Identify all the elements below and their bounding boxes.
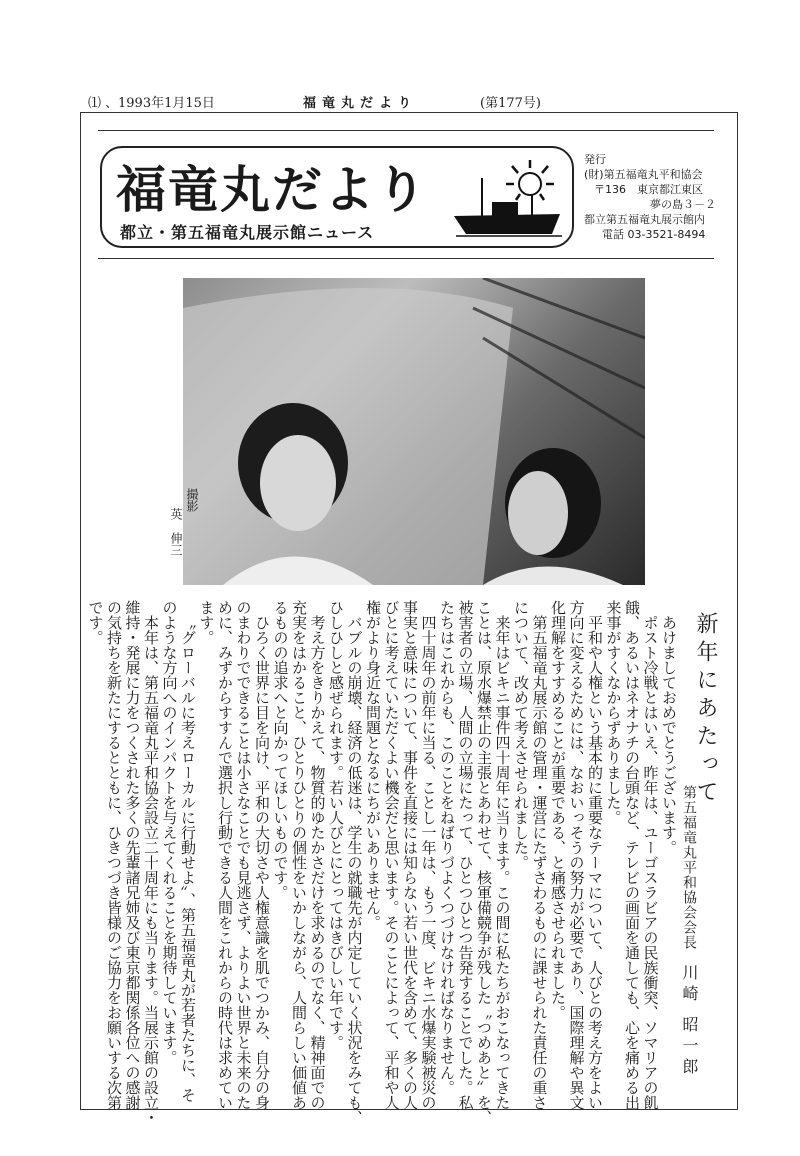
article-line: ひしひしと感ぜられます。若い人びとにとってはきびしい年です。: [327, 600, 345, 1050]
article-line: 維持・発展に力をつくされた多くの先輩諸兄姉及び東京都関係各位への感謝: [123, 600, 142, 1110]
article-line: 方向に変えるためには、なおいっそうの努力が必要であり、国際理解や異文: [567, 600, 586, 1110]
issue-date: 1993年1月15日: [118, 96, 215, 111]
article-line: 化理解をすすめることが重要である、と痛感させられました。: [549, 600, 567, 1020]
article-line: 充実をはかること、ひとりひとりの個性をいかしながら、人間らしい価値あ: [290, 600, 308, 1110]
page-header: [88, 92, 728, 112]
page-number: ⑴ 、: [88, 96, 119, 111]
article-line: あけましておめでとうございます。: [660, 615, 678, 855]
publisher-label: 発行: [584, 153, 606, 166]
article-line: 事実と意味について、事件を直接には知らない若い世代を含めて、多くの人: [401, 600, 419, 1110]
author-name: 川崎 昭一郎: [680, 964, 699, 1080]
divider: [98, 258, 714, 259]
article-line: 権がより身近な問題となるにちがいありません。: [364, 600, 382, 930]
article-line: 被害者の立場、人間の立場にたって、ひとつひとつ告発することでした。私: [456, 600, 475, 1110]
cover-photo: [183, 278, 645, 585]
article-line: の気持ちを新たにするとともに、ひきつづき皆様のご協力をお願いする次第: [105, 600, 123, 1110]
article-line: たちはこれからも、このことをねばりづよくつづけなければなりません。: [438, 600, 456, 1095]
article-line: のまわりでできることは小さなことでも見逃さず、よりよい世界と未来のた: [234, 600, 253, 1110]
divider: [98, 130, 714, 131]
article-line: 考え方をきりかえて、物質的ゆたかさだけを求めるのでなく、精神面での: [308, 615, 327, 1110]
article-line: です。: [86, 600, 105, 645]
article-author: [678, 785, 701, 1079]
article-line: 四十周年の前年に当る、ことし一年は、もう一度、ビキニ水爆実験被災の: [419, 615, 438, 1110]
photo-credit: [168, 488, 200, 588]
article-line: ことは、原水爆禁止の主張とあわせて、核軍備競争が残した〝つめあと〟を、: [475, 600, 493, 1125]
article-line: ポスト冷戦とはいえ、昨年は、ユーゴスラビアの民族衝突、ソマリアの飢: [641, 615, 660, 1110]
article-line: のような方向へのインパクトを与えてくれることを期待しています。: [160, 600, 179, 1065]
article-line: びとに考えていただくよい機会だと思います。そのことによって、平和や人: [382, 600, 401, 1110]
article-line: 本年は、第五福竜丸平和協会設立二十周年にも当ります。当展示館の設立・: [142, 615, 160, 1125]
masthead: [100, 146, 574, 248]
article-line: 来事がすくなからずありました。: [604, 600, 623, 825]
article-line: 〝グローバルに考えローカルに行動せよ〟、第五福竜丸が若者たちに、そ: [179, 615, 197, 1103]
masthead-title: 福竜丸だより: [116, 160, 428, 219]
article-line: について、改めて考えさせられました。: [512, 600, 530, 870]
article-line: 平和や人権という基本的に重要なテーマについて、人びとの考え方をよい: [586, 615, 604, 1110]
photo-scene: [183, 278, 645, 585]
article-line: めに、みずからすすんで選択し行動できる人間をこれからの時代は求めてい: [216, 600, 234, 1110]
article-line: ひろく世界に目を向け、平和の大切さや人権意識を肌でつかみ、自分の身: [253, 615, 271, 1110]
publisher-address: 夢の島３－２: [650, 198, 716, 211]
article-line: 餓、あるいはネオナチの台頭など、テレビの画面を通しても、心を痛める出: [623, 600, 641, 1110]
newsletter-name: 福竜丸だより: [303, 96, 418, 111]
publisher-org: (財)第五福竜丸平和協会: [584, 168, 703, 181]
ship-sun-illustration: [452, 158, 567, 243]
photo-credit-name: 英 伸三: [169, 508, 183, 556]
article-line: ます。: [197, 600, 216, 645]
publisher-phone: 電話 03-3521-8494: [602, 228, 706, 241]
article-line: バブルの崩壊、経済の低迷は、学生の就職先が内定していく状況をみても、: [345, 615, 364, 1125]
publisher-location: 都立第五福竜丸展示館内: [584, 213, 705, 226]
article-title: 新年にあたって: [693, 612, 718, 808]
article-line: 第五福竜丸展示館の管理・運営にたずさわるものに課せられた責任の重さ: [530, 615, 549, 1110]
article-line: 来年はビキニ事件四十周年に当ります。この間に私たちがおこなってきた: [493, 615, 512, 1110]
issue-number: (第177号): [480, 96, 541, 111]
article-line: るものの追求へと向かってほしいものです。: [271, 600, 290, 900]
author-role: 第五福竜丸平和協会会長: [681, 785, 697, 950]
photo-credit-label: 撮影: [185, 488, 199, 512]
publisher-info: [584, 152, 716, 242]
publisher-postal: 〒136 東京都江東区: [594, 183, 703, 196]
article-body: [86, 600, 678, 1125]
masthead-subtitle: 都立・第五福竜丸展示館ニュース: [120, 223, 375, 242]
